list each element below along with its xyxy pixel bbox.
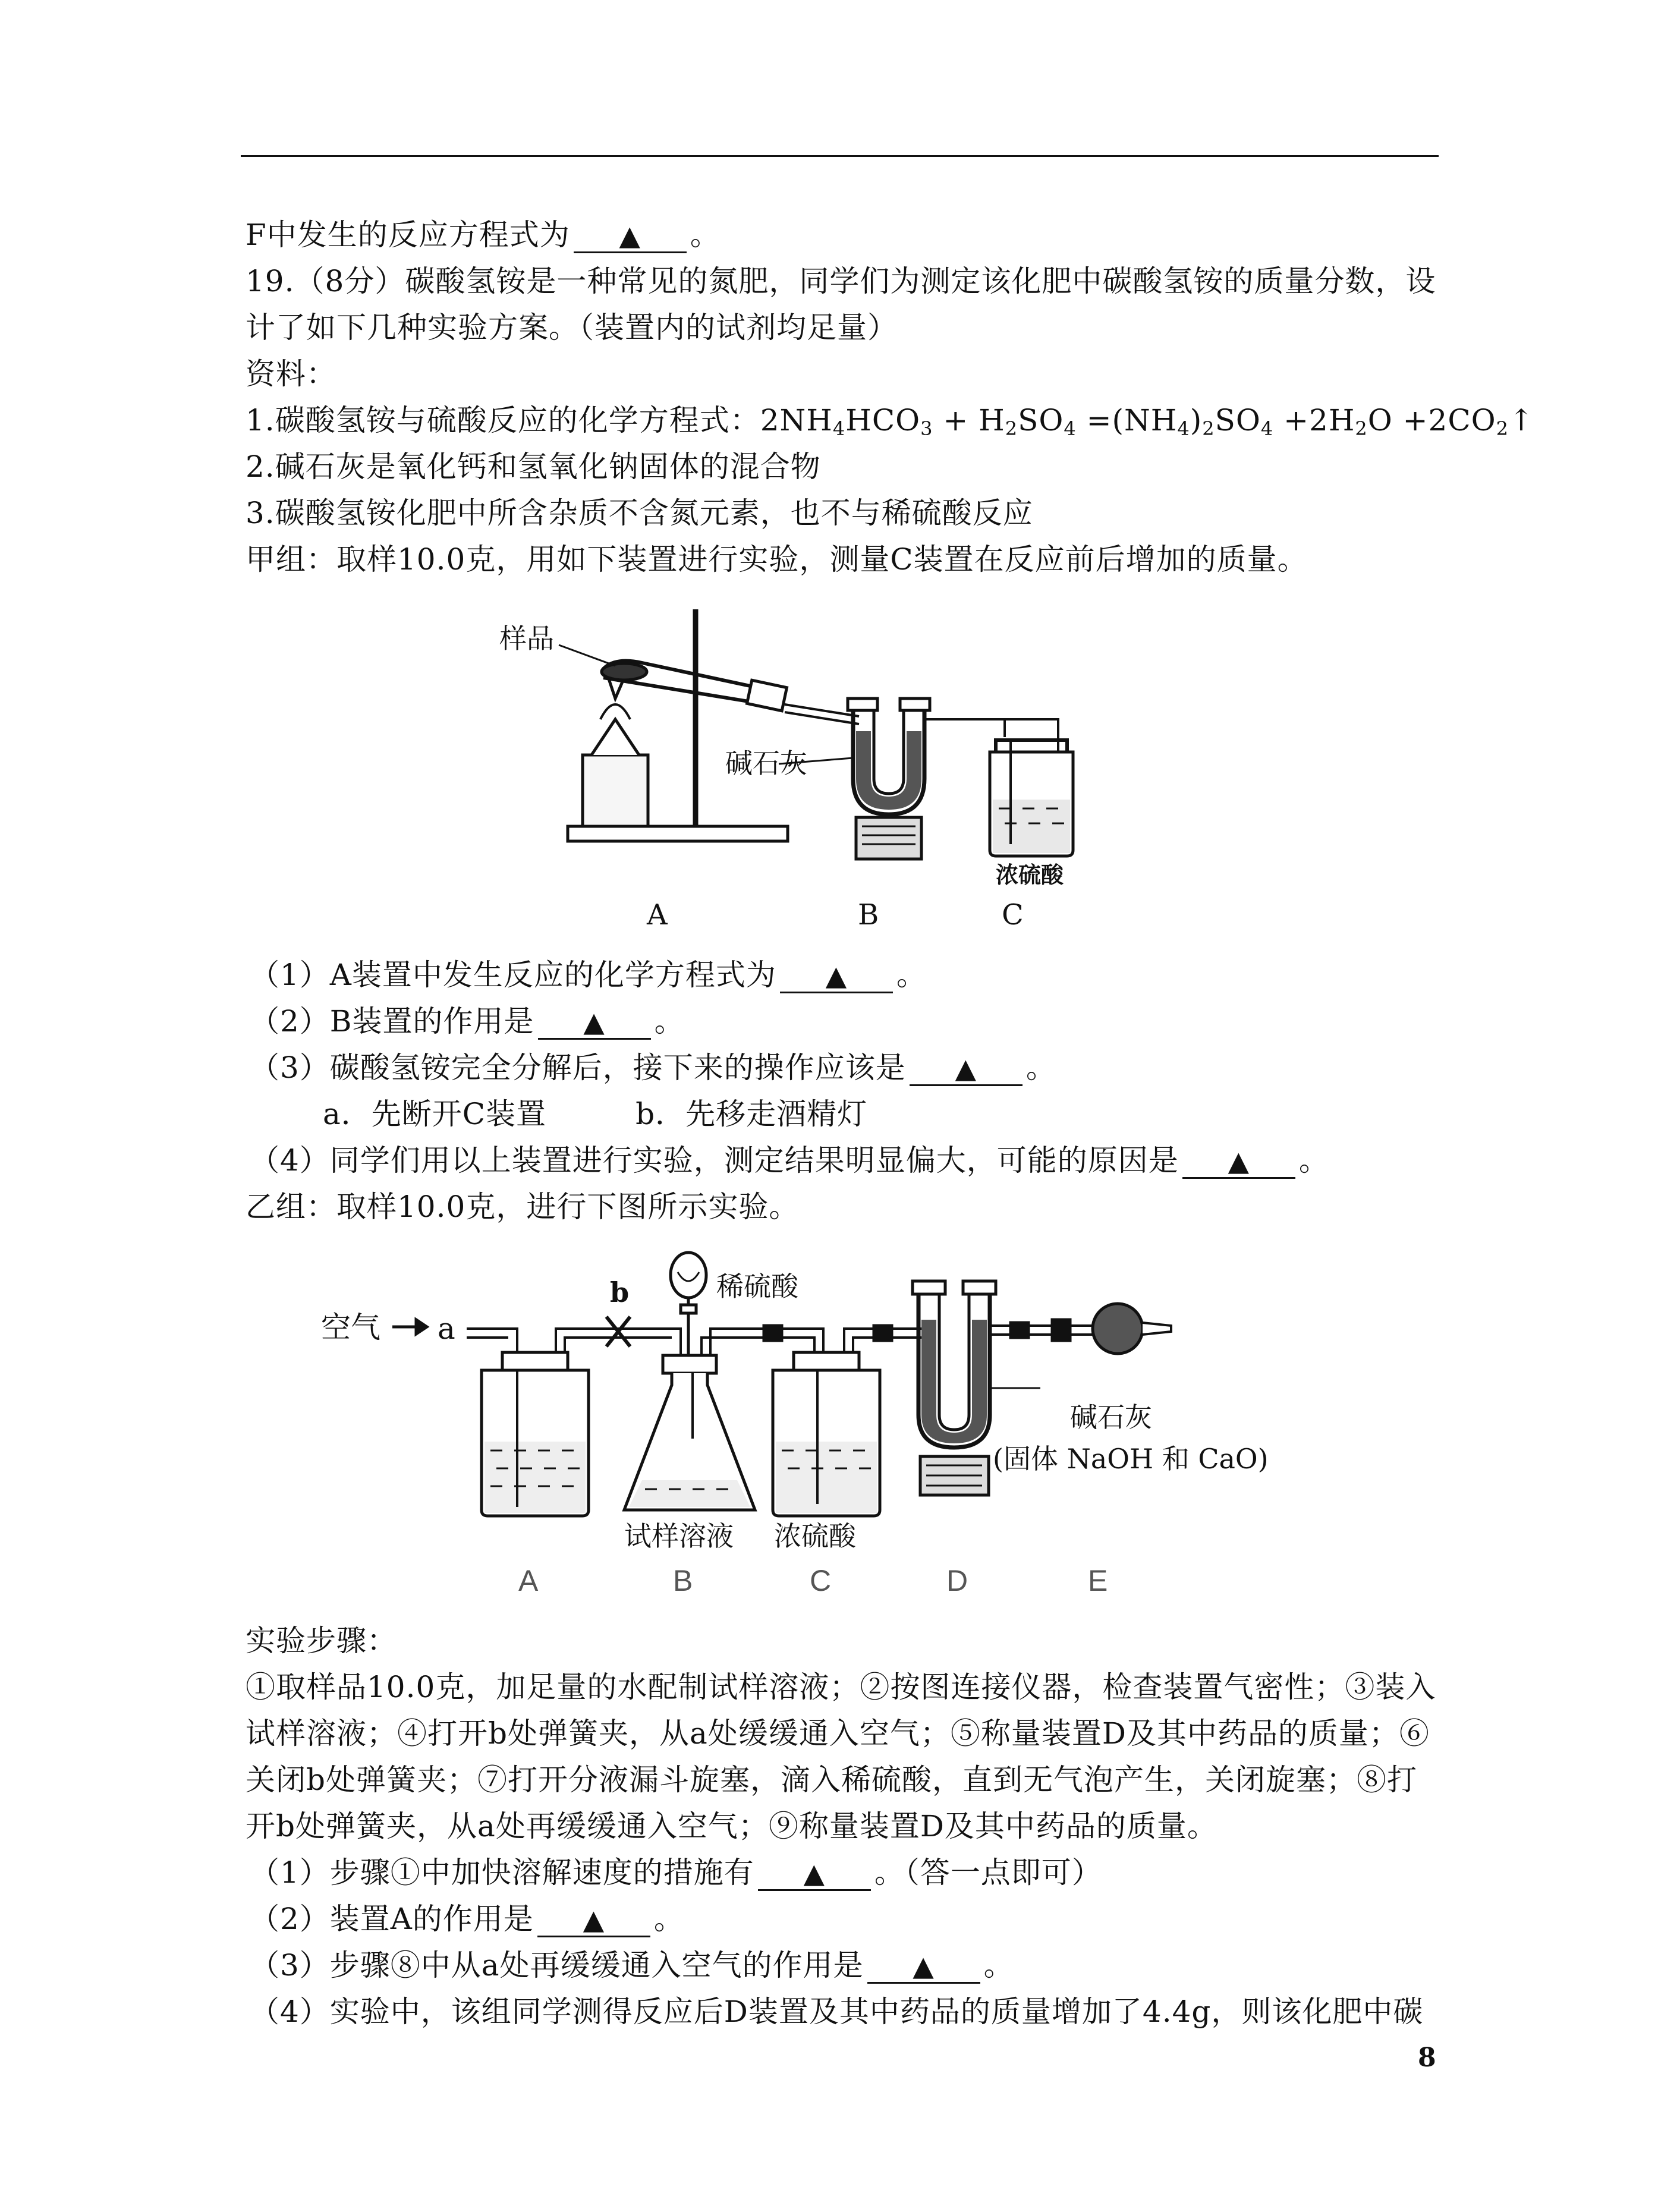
steps-line2: 试样溶液；④打开b处弹簧夹，从a处缓缓通入空气；⑤称量装置D及其中药品的质量；⑥: [246, 1716, 1430, 1751]
groupA-q4: [250, 1143, 1329, 1179]
separatory-funnel: [671, 1253, 706, 1298]
label-soda-lime: 碱石灰: [1070, 1401, 1152, 1433]
reference-item-3: 3.碳酸氢铵化肥中所含杂质不含氮元素，也不与稀硫酸反应: [246, 496, 1033, 530]
page-number: 8: [1418, 2043, 1436, 2073]
groupB-q1: [250, 1855, 1102, 1891]
letter-a: A: [518, 1564, 539, 1597]
question-text: （3）步骤⑧中从a处再缓缓通入空气的作用是: [250, 1948, 864, 1983]
question-text: （2）B装置的作用是: [250, 1004, 534, 1039]
letter-c: C: [810, 1564, 832, 1597]
clamp-b-icon: [606, 1317, 630, 1346]
question-text: （1）A装置中发生反应的化学方程式为: [250, 958, 776, 992]
ref1-sub: 2: [1355, 417, 1368, 440]
intro-end: 。: [690, 218, 721, 252]
ref1-sub: 2: [1005, 417, 1018, 440]
ref1-part: SO: [1215, 403, 1261, 438]
label-sample-solution: 试样溶液: [624, 1520, 734, 1552]
connector-tube: [924, 719, 1005, 737]
label-conc-acid: 浓硫酸: [774, 1520, 856, 1552]
letter-e: E: [1088, 1564, 1108, 1597]
groupB-q2: [250, 1901, 684, 1937]
flask-b-stopper: [663, 1355, 716, 1373]
answer-blank[interactable]: [867, 1949, 980, 1984]
ref1-sub: 2: [1496, 417, 1509, 440]
bottle-c-stopper: [794, 1352, 859, 1370]
ref1-sub: 4: [1177, 417, 1190, 440]
soda-lime-fill: [856, 731, 921, 810]
u-tube-block: [856, 817, 921, 859]
bottle-c-neck: [996, 740, 1067, 752]
end-mark: 。: [1025, 1050, 1056, 1085]
question-text: （4）同学们用以上装置进行实验，测定结果明显偏大，可能的原因是: [250, 1143, 1179, 1178]
blank-marker: ▲: [825, 959, 848, 992]
letter-c: C: [1002, 898, 1024, 932]
ref1-part: ): [1190, 403, 1203, 438]
clamp: [747, 680, 786, 711]
letter-b: B: [673, 1564, 693, 1597]
ref1-part: SO: [1018, 403, 1064, 438]
letter-b: B: [858, 898, 879, 932]
label-soda-lime: 碱石灰: [725, 747, 807, 779]
blank-marker: ▲: [955, 1052, 977, 1084]
drying-tube-e: [1093, 1304, 1143, 1354]
steps-line1: ①取样品10.0克，加足量的水配制试样溶液；②按图连接仪器，检查装置气密性；③装入: [246, 1670, 1436, 1704]
answer-blank[interactable]: [910, 1052, 1023, 1086]
reference-item-1: [246, 402, 1534, 438]
groupB-q4: （4）实验中，该组同学测得反应后D装置及其中药品的质量增加了4.4g，则该化肥中碳: [250, 1994, 1424, 2029]
label-soda-lime-note: (固体 NaOH 和 CaO): [993, 1443, 1269, 1475]
answer-blank[interactable]: [538, 1005, 651, 1040]
option-b: b．先移走酒精灯: [635, 1097, 868, 1131]
group-a-intro: 甲组：取样10.0克，用如下装置进行实验，测量C装置在反应前后增加的质量。: [246, 542, 1308, 577]
lamp-top: [592, 719, 639, 755]
groupA-q3-options: [323, 1096, 867, 1132]
option-a: a．先断开C装置: [323, 1097, 547, 1131]
question-text: （2）装置A的作用是: [250, 1902, 534, 1936]
blank-marker: ▲: [583, 1006, 605, 1038]
figure-2-letters: [321, 1563, 1296, 1599]
answer-blank[interactable]: [1182, 1144, 1295, 1179]
question-text: （1）步骤①中加快溶解速度的措施有: [250, 1855, 754, 1890]
q19-title-line2: 计了如下几种实验方案。（装置内的试剂均足量）: [246, 310, 898, 345]
bottle-a-stopper: [502, 1352, 568, 1370]
ref1-sub: 4: [1064, 417, 1077, 440]
up-arrow: ↑: [1508, 403, 1534, 438]
answer-blank[interactable]: [758, 1857, 871, 1891]
label-sample: 样品: [499, 622, 554, 655]
stand-base: [568, 826, 788, 841]
groupB-q3: [250, 1947, 1014, 1984]
letter-a: A: [647, 898, 668, 932]
q19-title-line1: 19.（8分）碳酸氢铵是一种常见的氮肥，同学们为测定该化肥中碳酸氢铵的质量分数，设: [246, 264, 1436, 298]
figure-2-apparatus: [321, 1242, 1296, 1552]
ref1-part: HCO: [845, 403, 921, 438]
ref1-sub: 4: [1260, 417, 1274, 440]
question-text: （3）碳酸氢铵完全分解后，接下来的操作应该是: [250, 1050, 906, 1085]
blank-marker: ▲: [803, 1857, 825, 1889]
ref1-sub: 2: [1202, 417, 1215, 440]
answer-blank[interactable]: [537, 1903, 650, 1937]
answer-blank[interactable]: [574, 219, 687, 253]
ref1-part: =(NH: [1076, 403, 1178, 438]
ref1-part: + H: [933, 403, 1005, 438]
label-dilute-acid: 稀硫酸: [716, 1270, 798, 1302]
groupA-q3: [250, 1050, 1056, 1086]
steps-line4: 开b处弹簧夹，从a处再缓缓通入空气；⑨称量装置D及其中药品的质量。: [246, 1809, 1217, 1843]
blank-marker: ▲: [583, 1903, 605, 1936]
end-mark: 。: [896, 958, 927, 992]
question-tail: 。（答一点即可）: [874, 1855, 1102, 1890]
ref1-prefix: 1.碳酸氢铵与硫酸反应的化学方程式：2NH: [246, 403, 833, 438]
blank-marker: ▲: [913, 1950, 935, 1982]
label-b: b: [610, 1276, 630, 1308]
end-mark: 。: [653, 1902, 684, 1936]
ref1-sub: 3: [920, 417, 933, 440]
end-mark: 。: [654, 1004, 685, 1039]
intro-text: F中发生的反应方程式为: [246, 218, 570, 252]
steps-label: 实验步骤：: [246, 1623, 397, 1658]
ref1-sub: 4: [832, 417, 846, 440]
answer-blank[interactable]: [780, 959, 893, 993]
ref1-part: O +2CO: [1367, 403, 1496, 438]
end-mark: 。: [1298, 1143, 1329, 1178]
blank-marker: ▲: [1228, 1145, 1250, 1177]
figure-1-apparatus: [487, 600, 1112, 933]
end-mark: 。: [983, 1948, 1014, 1983]
ref1-part: +2H: [1273, 403, 1355, 438]
sample-powder: [602, 663, 647, 680]
letter-d: D: [946, 1564, 968, 1597]
groupA-q1: [250, 957, 927, 993]
label-a: a: [438, 1311, 455, 1346]
groupA-q2: [250, 1003, 685, 1040]
intro-line: [246, 217, 721, 253]
group-b-intro: 乙组：取样10.0克，进行下图所示实验。: [246, 1190, 800, 1224]
steps-line3: 关闭b处弹簧夹；⑦打开分液漏斗旋塞，滴入稀硫酸，直到无气泡产生，关闭旋塞；⑧打: [246, 1763, 1418, 1797]
lamp-body: [583, 755, 648, 826]
header-rule: [241, 155, 1439, 157]
reference-item-2: 2.碱石灰是氧化钙和氢氧化钠固体的混合物: [246, 449, 821, 484]
label-conc-acid: 浓硫酸: [996, 861, 1064, 888]
label-air: 空气: [321, 1310, 380, 1345]
reference-label: 资料：: [246, 357, 336, 391]
blank-marker: ▲: [619, 219, 641, 251]
